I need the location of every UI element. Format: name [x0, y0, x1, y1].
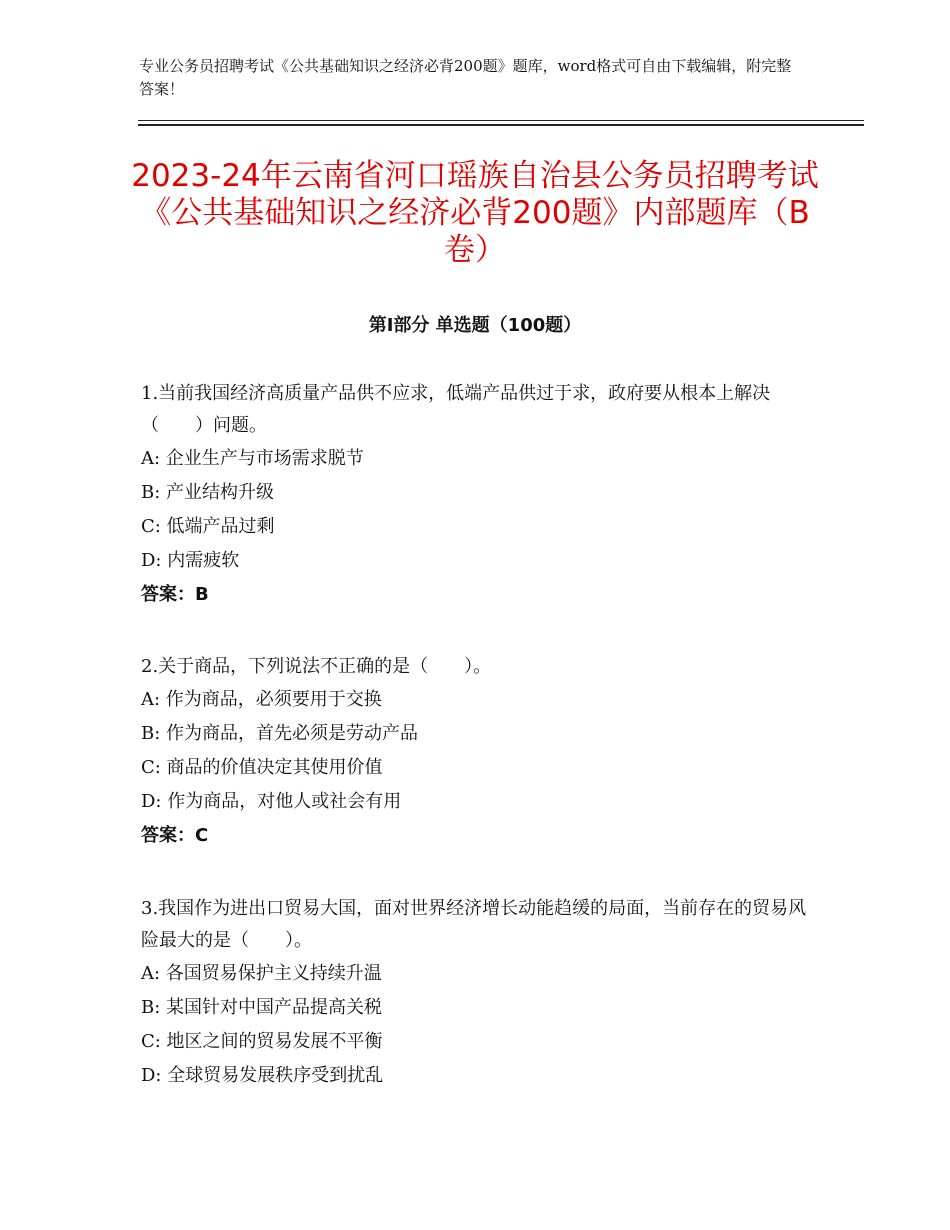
answer: 答案：B [141, 584, 209, 605]
option-d: D: 作为商品，对他人或社会有用 [141, 791, 402, 812]
question-3 [141, 893, 811, 1093]
header-note: 专业公务员招聘考试《公共基础知识之经济必背200题》题库，word格式可自由下载编辑，附完整答案！ [139, 57, 792, 98]
option-a: A: 各国贸易保护主义持续升温 [141, 963, 382, 984]
question-stem: 3.我国作为进出口贸易大国，面对世界经济增长动能趋缓的局面，当前存在的贸易风险最大的是（ ）。 [141, 898, 807, 951]
option-c: C: 地区之间的贸易发展不平衡 [141, 1031, 383, 1052]
option-a: A: 企业生产与市场需求脱节 [141, 448, 364, 469]
option-d: D: 全球贸易发展秩序受到扰乱 [141, 1065, 384, 1086]
question-stem: 1.当前我国经济高质量产品供不应求，低端产品供过于求，政府要从根本上解决（ ）问题。 [141, 383, 771, 436]
section-heading: 第Ⅰ部分 单选题（100题） [368, 315, 582, 336]
option-b: B: 某国针对中国产品提高关税 [141, 997, 383, 1018]
option-d: D: 内需疲软 [141, 550, 240, 571]
option-c: C: 商品的价值决定其使用价值 [141, 757, 383, 778]
header-divider-thin [138, 120, 864, 121]
option-c: C: 低端产品过剩 [141, 516, 275, 537]
document-title: 2023-24年云南省河口瑶族自治县公务员招聘考试《公共基础知识之经济必背200题》内部题库（B卷） [131, 158, 819, 268]
question-stem: 2.关于商品，下列说法不正确的是（ ）。 [141, 656, 492, 677]
option-b: B: 作为商品，首先必须是劳动产品 [141, 723, 419, 744]
question-2 [141, 651, 811, 853]
option-a: A: 作为商品，必须要用于交换 [141, 689, 382, 710]
question-1 [141, 378, 811, 612]
option-b: B: 产业结构升级 [141, 482, 275, 503]
answer: 答案：C [141, 825, 209, 846]
header-divider-thick [138, 124, 864, 126]
